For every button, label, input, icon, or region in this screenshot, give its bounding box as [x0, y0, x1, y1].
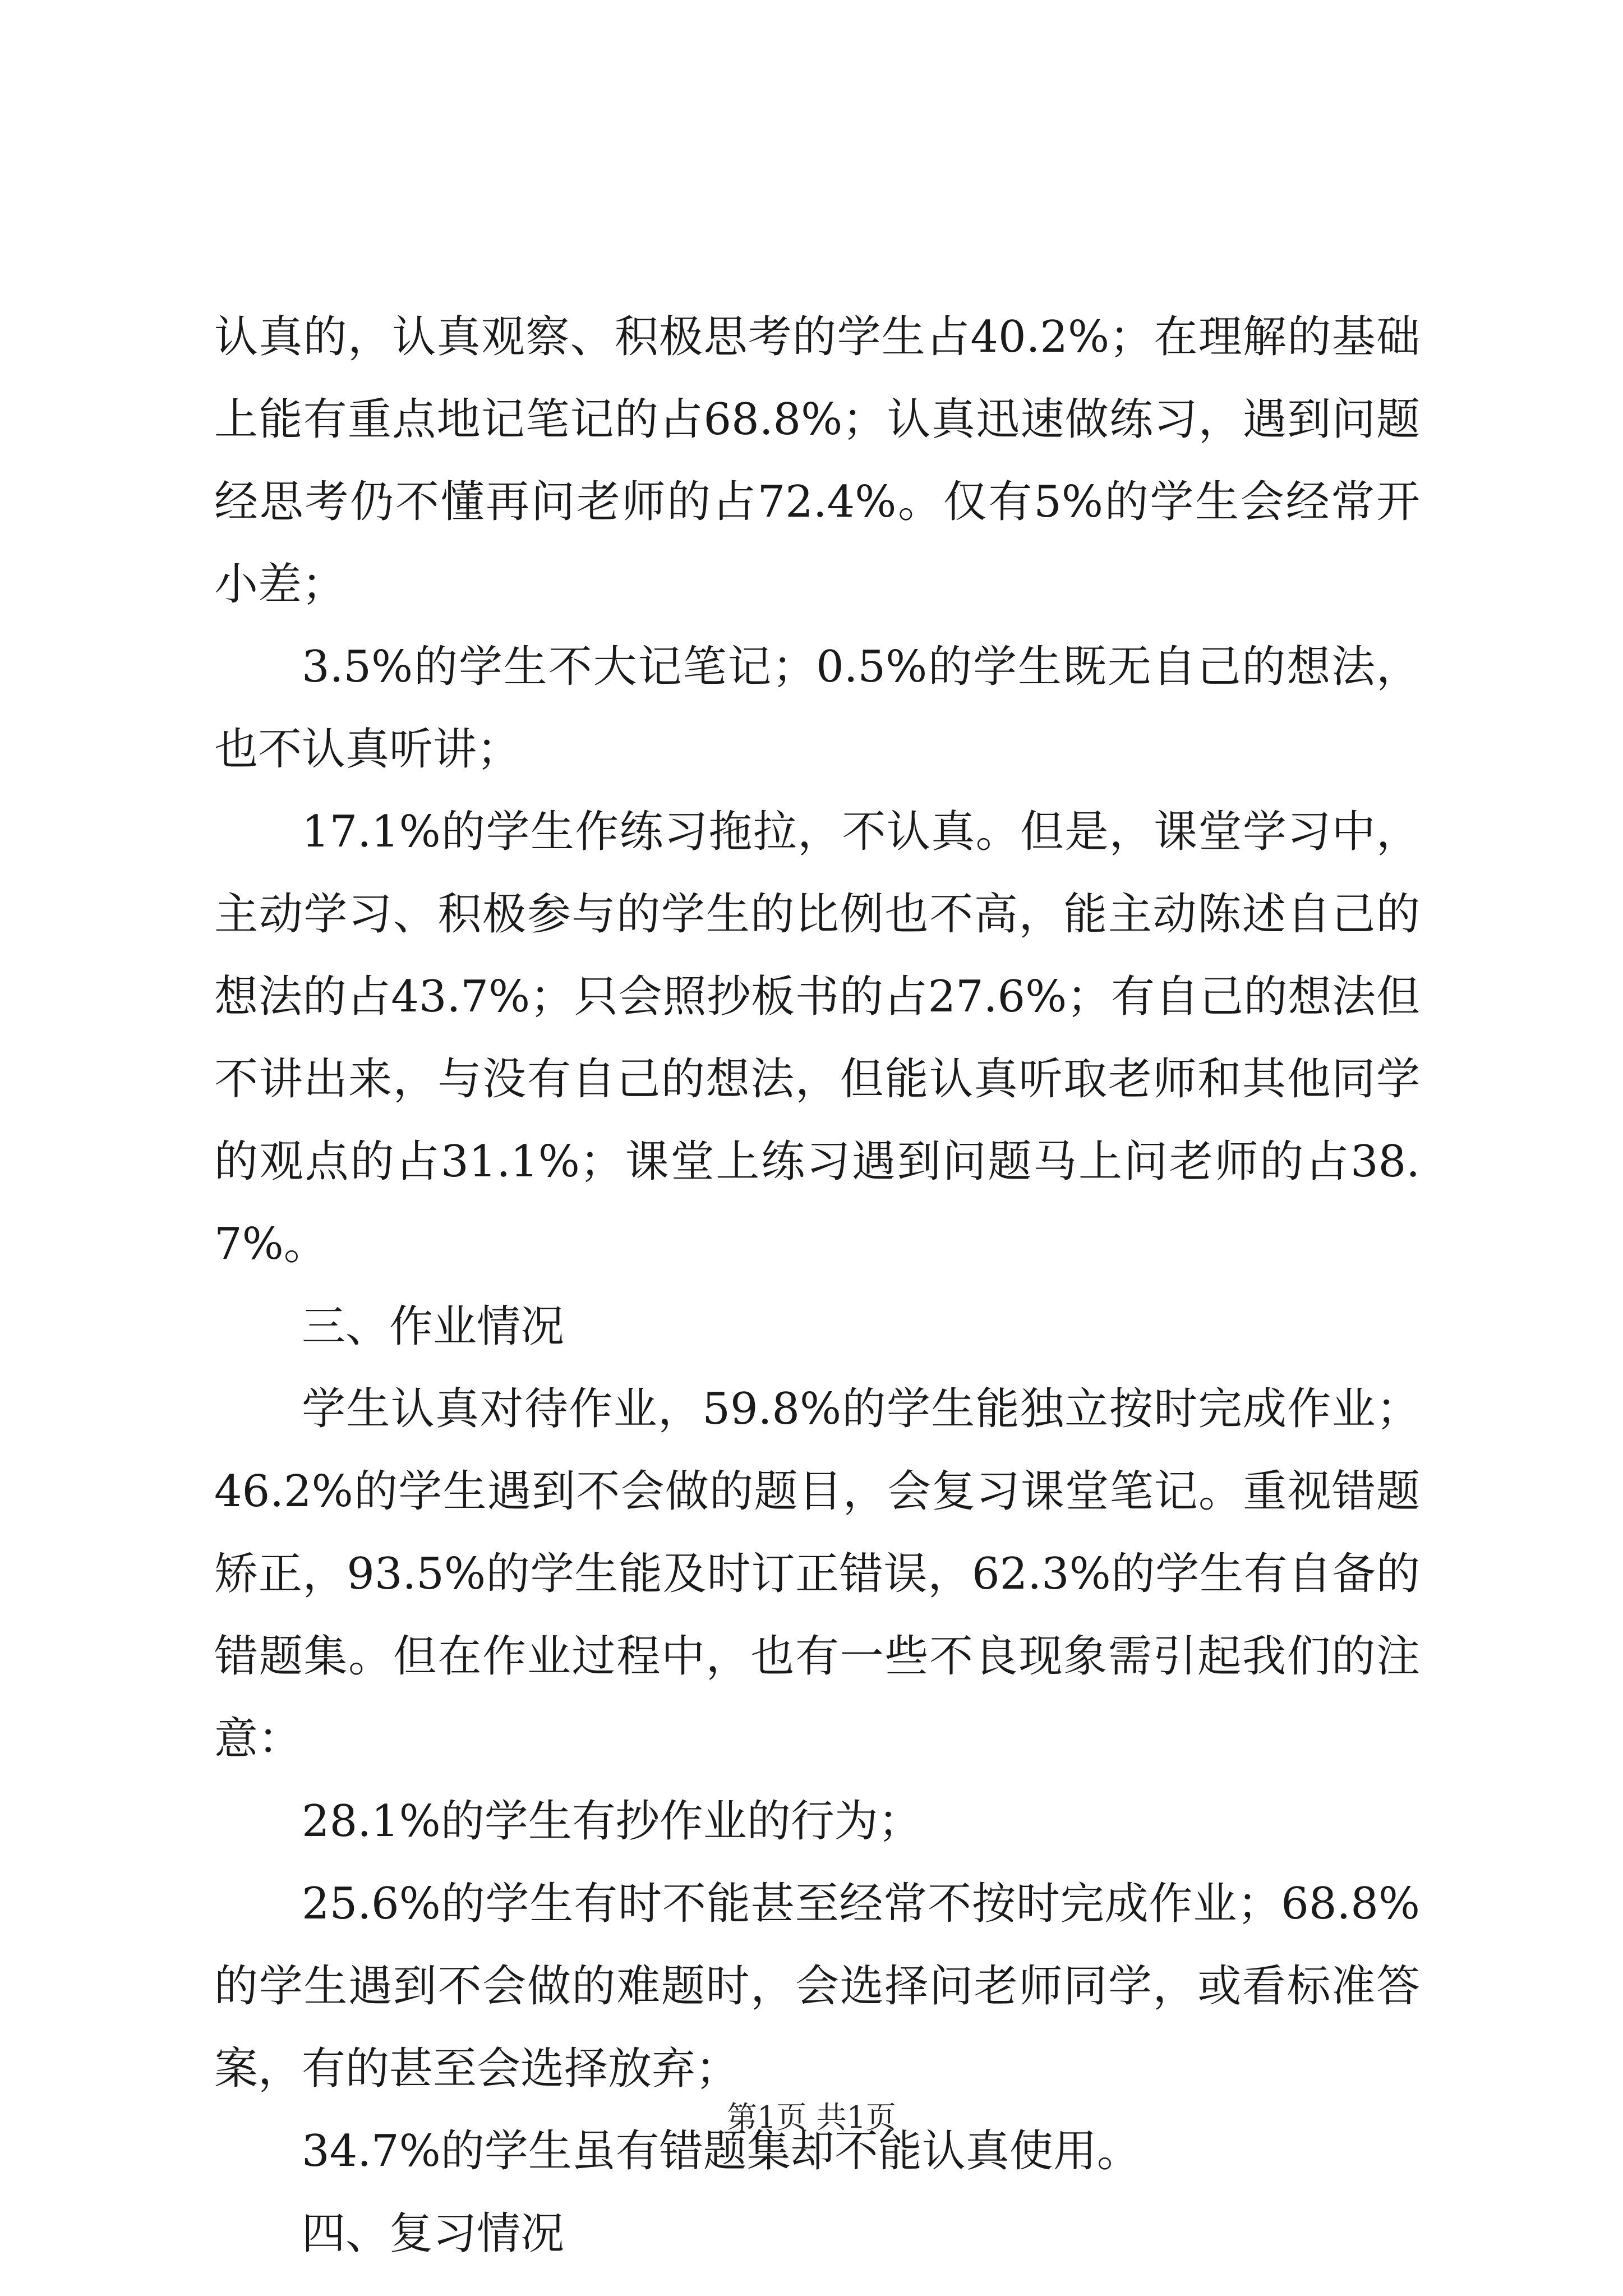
- section-heading-review: 四、复习情况: [302, 2208, 565, 2259]
- page-footer: 第1页 共1页: [727, 2100, 896, 2135]
- paragraph-late-homework: 25.6%的学生有时不能甚至经常不按时完成作业；68.8%的学生遇到不会做的难题时，会选择问老师同学，或看标准答案，有的甚至会选择放弃；: [214, 1879, 1420, 2094]
- paragraph-notes-stats: 3.5%的学生不大记笔记；0.5%的学生既无自己的想法，也不认真听讲；: [214, 642, 1420, 775]
- paragraph-error-notebook: 34.7%的学生虽有错题集却不能认真使用。: [302, 2126, 1141, 2177]
- paragraph-classroom-participation: 17.1%的学生作练习拖拉，不认真。但是，课堂学习中，主动学习、积极参与的学生的比例也不高，能主动陈述自己的想法的占43.7%；只会照抄板书的占27.6%；有自己的想法但不讲出来，与没有自己的想法，但能认真听取老师和其他同学的观点的占31.1%；课堂上练习遇到问题马上问老师的占38.7%。: [214, 807, 1420, 1269]
- paragraph-continuation: 认真的，认真观察、积极思考的学生占40.2%；在理解的基础上能有重点地记笔记的占68.8%；认真迅速做练习，遇到问题经思考仍不懂再问老师的占72.4%。仅有5%的学生会经常开小差；: [214, 312, 1420, 610]
- document-body: [214, 296, 1420, 2275]
- section-heading-homework: 三、作业情况: [302, 1301, 565, 1352]
- paragraph-homework-attitude: 学生认真对待作业，59.8%的学生能独立按时完成作业；46.2%的学生遇到不会做的题目，会复习课堂笔记。重视错题矫正，93.5%的学生能及时订正错误，62.3%的学生有自备的错题集。但在作业过程中，也有一些不良现象需引起我们的注意：: [214, 1384, 1420, 1764]
- paragraph-copying-homework: 28.1%的学生有抄作业的行为；: [302, 1796, 922, 1847]
